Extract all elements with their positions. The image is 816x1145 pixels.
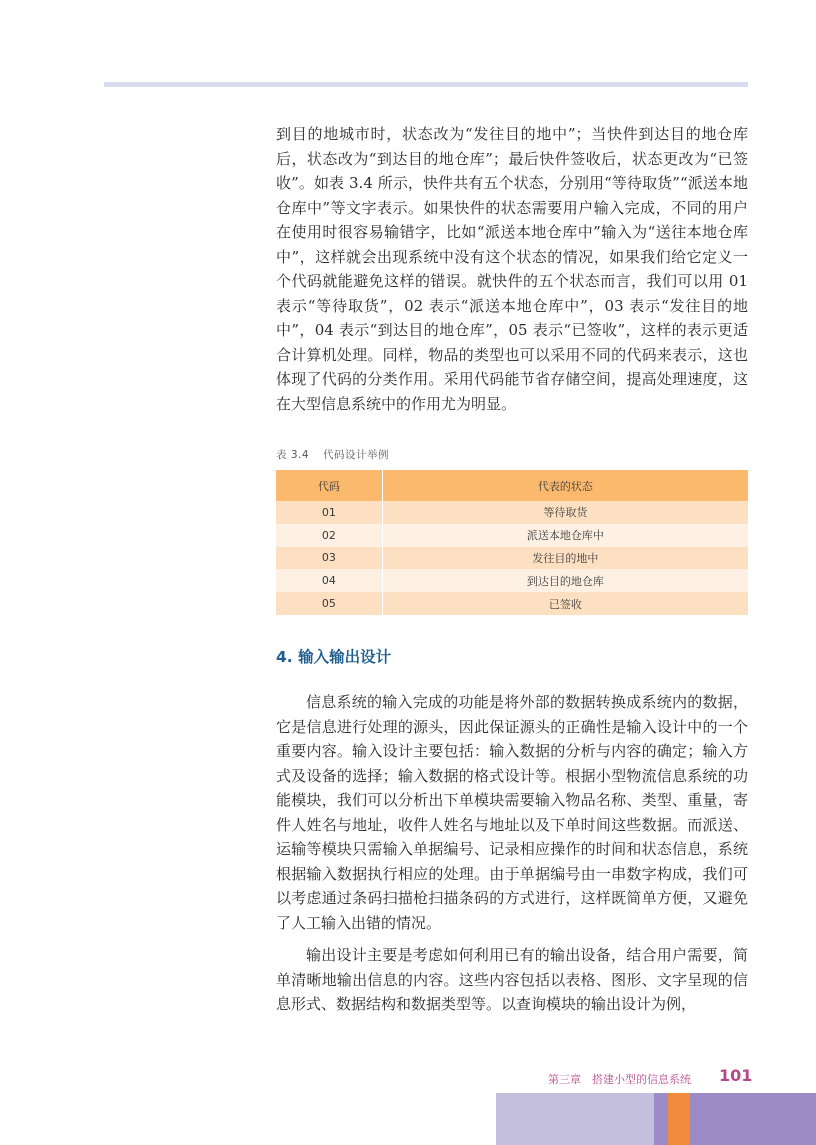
- body-paragraph-2: 信息系统的输入完成的功能是将外部的数据转换成系统内的数据，它是信息进行处理的源头，因此保证源头的正确性是输入设计中的一个重要内容。输入设计主要包括：输入数据的分析与内容的确定；输入方式及设备的选择；输入数据的格式设计等。根据小型物流信息系统的功能模块，我们可以分析出下单模块需要输入物品名称、类型、重量，寄件人姓名与地址，收件人姓名与地址以及下单时间这些数据。而派送、运输等模块只需输入单据编号、记录相应操作的时间和状态信息，系统根据输入数据执行相应的处理。由于单据编号由一串数字构成，我们可以考虑通过条码扫描枪扫描条码的方式进行，这样既简单方便，又避免了人工输入出错的情况。: [276, 693, 748, 932]
- footer-band-lavender: [496, 1093, 654, 1145]
- footer-band-purple-right: [690, 1093, 816, 1145]
- header-status: 代表的状态: [382, 470, 748, 501]
- body-paragraph-1: 到目的地城市时，状态改为“发往目的地中”；当快件到达目的地仓库后，状态改为“到达目的地仓库”；最后快件签收后，状态更改为“已签收”。如表 3.4 所示，快件共有五个状态，分别用“等待取货”“派送本地仓库中”等文字表示。如果快件的状态需要用户输入完成，不同的用户在使用时很容易输错字，比如“派送本地仓库中”输入为“送往本地仓库中”，这样就会出现系统中没有这个状态的情况，如果我们给它定义一个代码就能避免这样的错误。就快件的五个状态而言，我们可以用 01 表示“等待取货”，02 表示“派送本地仓库中”，03 表示“发往目的地中”，04 表示“到达目的地仓库”，05 表示“已签收”，这样的表示更适合计算机处理。同样，物品的类型也可以采用不同的代码来表示，这也体现了代码的分类作用。采用代码能节省存储空间，提高处理速度，这在大型信息系统中的作用尤为明显。: [276, 125, 748, 413]
- table-caption: [276, 447, 403, 462]
- header-code: 代码: [276, 470, 382, 501]
- cell-status: 等待取货: [382, 501, 748, 524]
- cell-code: 01: [276, 501, 382, 524]
- footer-band-orange: [668, 1093, 690, 1145]
- section-heading: 4. 输入输出设计: [276, 648, 392, 666]
- table-caption-title: 代码设计举例: [323, 449, 390, 461]
- table-row: [276, 547, 748, 570]
- cell-code: 02: [276, 524, 382, 547]
- table-row: [276, 592, 748, 615]
- body-paragraph-3: 输出设计主要是考虑如何利用已有的输出设备，结合用户需要，简单清晰地输出信息的内容。这些内容包括以表格、图形、文字呈现的信息形式、数据结构和数据类型等。以查询模块的输出设计为例，: [276, 946, 748, 1013]
- cell-status: 发往目的地中: [382, 547, 748, 570]
- cell-code: 03: [276, 547, 382, 570]
- footer-band-purple: [654, 1093, 668, 1145]
- table-row: [276, 524, 748, 547]
- cell-status: 派送本地仓库中: [382, 524, 748, 547]
- footer-chapter-title: 第三章 搭建小型的信息系统: [548, 1073, 691, 1086]
- cell-code: 04: [276, 569, 382, 592]
- code-design-table: [276, 470, 748, 615]
- cell-status: 到达目的地仓库: [382, 569, 748, 592]
- cell-status: 已签收: [382, 592, 748, 615]
- header-rule: [104, 82, 748, 87]
- table-header-row: [276, 470, 748, 501]
- table-row: [276, 501, 748, 524]
- table-row: [276, 569, 748, 592]
- page-number: 101: [719, 1066, 753, 1085]
- table-caption-number: 表 3.4: [276, 449, 310, 461]
- cell-code: 05: [276, 592, 382, 615]
